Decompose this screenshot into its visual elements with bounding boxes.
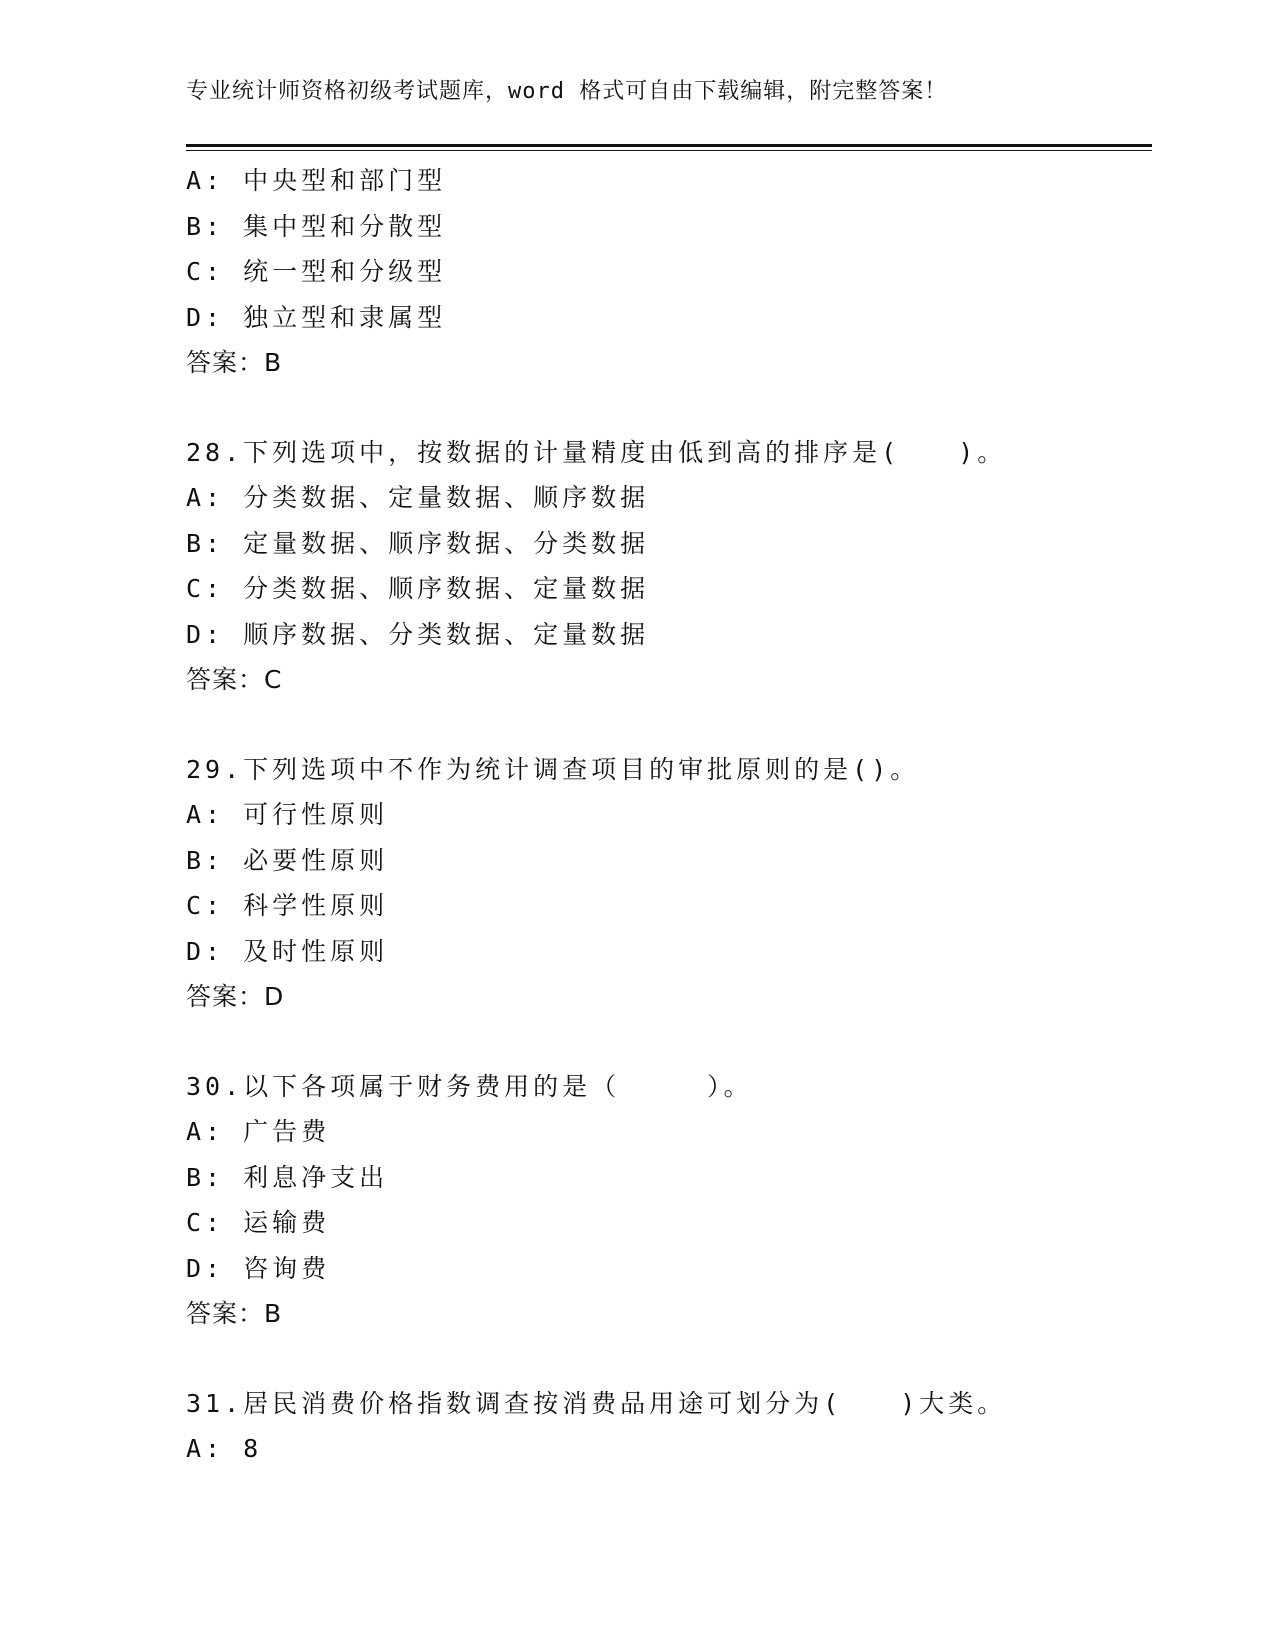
option-c: C: 统一型和分级型 — [186, 257, 447, 286]
option-d: D: 独立型和隶属型 — [186, 302, 447, 332]
header-divider-thick — [186, 144, 1152, 147]
option-d: D: 及时性原则 — [186, 936, 389, 966]
spacer — [186, 1020, 1152, 1064]
answer: 答案：D — [186, 982, 285, 1011]
option-d: D: 咨询费 — [186, 1253, 331, 1283]
question-30 — [186, 1064, 1152, 1337]
option-a: A: 广告费 — [186, 1117, 331, 1146]
spacer — [186, 703, 1152, 747]
page-header: 专业统计师资格初级考试题库，word 格式可自由下载编辑，附完整答案！ — [186, 79, 948, 104]
option-b: B: 利息净支出 — [186, 1162, 389, 1192]
header-divider-thin — [186, 150, 1152, 151]
option-c: C: 科学性原则 — [186, 891, 389, 920]
question-list — [186, 158, 1152, 1472]
question-text: 30.以下各项属于财务费用的是（ ）。 — [186, 1071, 753, 1101]
option-c: C: 运输费 — [186, 1208, 331, 1237]
question-29 — [186, 747, 1152, 1020]
question-28 — [186, 430, 1152, 703]
question-text: 28.下列选项中，按数据的计量精度由低到高的排序是( )。 — [186, 437, 1007, 467]
spacer — [186, 386, 1152, 430]
option-a: A: 可行性原则 — [186, 800, 389, 829]
option-b: B: 必要性原则 — [186, 845, 389, 875]
spacer — [186, 1337, 1152, 1381]
answer: 答案：B — [186, 1299, 283, 1328]
question-31 — [186, 1381, 1152, 1472]
question-27 — [186, 158, 1152, 386]
question-text: 29.下列选项中不作为统计调查项目的审批原则的是()。 — [186, 754, 920, 784]
option-d: D: 顺序数据、分类数据、定量数据 — [186, 619, 650, 649]
option-a: A: 中央型和部门型 — [186, 166, 447, 195]
question-text: 31.居民消费价格指数调查按消费品用途可划分为( )大类。 — [186, 1388, 1007, 1418]
option-a: A: 分类数据、定量数据、顺序数据 — [186, 483, 650, 512]
option-c: C: 分类数据、顺序数据、定量数据 — [186, 574, 650, 603]
answer: 答案：B — [186, 348, 283, 377]
answer: 答案：C — [186, 665, 283, 694]
option-b: B: 集中型和分散型 — [186, 211, 447, 241]
option-b: B: 定量数据、顺序数据、分类数据 — [186, 528, 650, 558]
option-a: A: 8 — [186, 1434, 263, 1463]
